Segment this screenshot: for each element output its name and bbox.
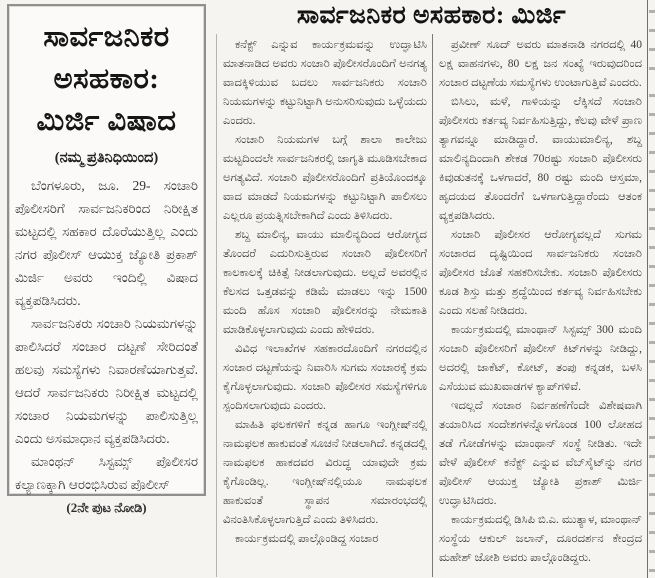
left-article-box (7, 4, 206, 515)
right-article (216, 0, 648, 578)
column2-paragraph: ಬಿಸಿಲು, ಮಳೆ, ಗಾಳಿಯನ್ನು ಲೆಕ್ಕಿಸದೆ ಸಂಚಾರಿ ಪೊಲೀಸರು ಕರ್ತವ್ಯ ನಿರ್ವಹಿಸುತ್ತಿದ್ದು, ಕೆಲವು ವೇಳೆ ಪ್ರಾಣ ತ್ಯಾಗವನ್ನೂ ಮಾಡಿದ್ದಾರೆ. ವಾಯುಮಾಲಿನ್ಯ, ಶಬ್ದ ಮಾಲಿನ್ಯದಿಂದಾಗಿ ಶೇಕಡ 70ರಷ್ಟು ಸಂಚಾರಿ ಪೊಲೀಸರು ಕಿವುಡುತನಕ್ಕೆ ಒಳಗಾದರೆ, 80 ರಷ್ಟು ಮಂದಿ ಆಸ್ತಮಾ, ಹೃದಯದ ತೊಂದರೆಗೆ ಒಳಗಾಗುತ್ತಿದ್ದಾರೆಂದು ಆತಂಕ ವ್ಯಕ್ತಪಡಿಸಿದರು. (439, 96, 642, 222)
continuation-note: (2ನೇ ಪುಟ ನೋಡಿ) (66, 500, 147, 515)
headline-line-2: ಅಸಹಕಾರ: (53, 63, 160, 95)
article-columns (216, 34, 647, 577)
column1-paragraph: ಕಾರ್ಯಕ್ರಮದಲ್ಲಿ ಪಾಲ್ಗೊಂಡಿದ್ದ ಸಂಚಾರ (235, 533, 379, 545)
right-article-headline: ಸಾರ್ವಜನಿಕರ ಅಸಹಕಾರ: ಮಿರ್ಜಿ (296, 2, 567, 29)
column2-paragraph: ಕಾರ್ಯಕ್ರಮದಲ್ಲಿ ಮಾಂಥಾನ್ ಸಿಸ್ಟಮ್ಸ್ 300 ಮಂದಿ ಸಂಚಾರಿ ಪೊಲೀಸರಿಗೆ ಪೊಲೀಸ್ ಕಿಟ್‌ಗಳನ್ನು ನೀಡಿದ್ದು, ಅದರಲ್ಲಿ ಜಾಕೆಟ್, ಕೋಟ್, ತಂಪು ಕನ್ನಡಕ, ಬಳಸಿ ಎಸೆಯುವ ಮುಖವಾಡಗಳ ಕ್ಯಾಪ್‌ಗಳಿವೆ. (439, 324, 642, 393)
column1-paragraph: ಸಂಚಾರಿ ನಿಯಮಗಳ ಬಗ್ಗೆ ಶಾಲಾ ಕಾಲೇಜು ಮಟ್ಟದಿಂದಲೇ ಸಾರ್ವಜನಿಕರಲ್ಲಿ ಜಾಗೃತಿ ಮೂಡಿಸಬೇಕಾದ ಅಗತ್ಯವಿದೆ. ಸಂಚಾರಿ ಪೊಲೀಸರೊಂದಿಗೆ ಪ್ರತಿಯೊಂದಕ್ಕೂ ವಾದ ಮಾಡದೆ ನಿಯಮಗಳನ್ನು ಕಟ್ಟುನಿಟ್ಟಾಗಿ ಪಾಲಿಸಲು ಎಲ್ಲರೂ ಪ್ರಯತ್ನಿಸಬೇಕಾಗಿದೆ ಎಂದು ತಿಳಿಸಿದರು. (223, 134, 427, 222)
column1-paragraph: ಕನೆಕ್ಟ್ ಎನ್ನುವ ಕಾರ್ಯಕ್ರಮವನ್ನು ಉದ್ಘಾಟಿಸಿ ಮಾತನಾಡಿದ ಅವರು ಸಂಚಾರಿ ಪೊಲೀಸರೊಂದಿಗೆ ಅನಗತ್ಯ ವಾದಕ್ಕಿಳಿಯುವ ಬದಲು ಸಾರ್ವಜನಿಕರು ಸಂಚಾರಿ ನಿಯಮಗಳನ್ನು ಕಟ್ಟುನಿಟ್ಟಾಗಿ ಅನುಸರಿಸುವುದು ಒಳ್ಳೆಯದು ಎಂದರು. (223, 39, 427, 127)
article-column-2 (432, 34, 647, 577)
article-column-1 (217, 34, 432, 577)
column2-paragraph: ಇದಲ್ಲದೆ ಸಂಚಾರ ನಿರ್ವಹಣೆಗೆಂದೇ ವಿಶೇಷವಾಗಿ ತಯಾರಿಸಿದ ಸಂದೇಶಗಳನ್ನೊಳಗೊಂಡ 100 ಲೋಹದ ತಡೆ ಗೋಡೆಗಳನ್ನು ಮಾಂಥಾನ್ ಸಂಸ್ಥೆ ನೀಡಿತು. ಇದೇ ವೇಳೆ ಪೊಲೀಸ್ ಕನೆಕ್ಟ್ ಎನ್ನುವ ವೆಬ್‌ಸೈಟ್‌ನ್ನು ನಗರ ಪೊಲೀಸ್ ಆಯುಕ್ತ ಜ್ಯೋತಿ ಪ್ರಕಾಶ್ ಮಿರ್ಜಿ ಉದ್ಘಾಟಿಸಿದರು. (439, 400, 642, 507)
left-paragraph: ಮಾಂಥನ್ ಸಿಸ್ಟಮ್ಸ್ ಪೊಲೀಸರ ಕಲ್ಯಾಣಕ್ಕಾಗಿ ಆರಂಭಿಸಿರುವ ಪೊಲೀಸ್ (15, 454, 198, 492)
column1-paragraph: ವಿವಿಧ ಇಲಾಖೆಗಳ ಸಹಕಾರದೊಂದಿಗೆ ನಗರದಲ್ಲಿನ ಸಂಚಾರ ದಟ್ಟಣೆಯನ್ನು ನಿವಾರಿಸಿ ಸುಗಮ ಸಂಚಾರಕ್ಕೆ ಕ್ರಮ ಕೈಗೊಳ್ಳಲಾಗುವುದು. ಸಂಚಾರಿ ಪೊಲೀಸರ ಸಮಸ್ಯೆಗಳಿಗೂ ಸ್ಪಂದಿಸಲಾಗುವುದು ಎಂದರು. (223, 343, 427, 412)
column2-paragraph: ಪ್ರವೀಣ್ ಸೂದ್ ಅವರು ಮಾತನಾಡಿ ನಗರದಲ್ಲಿ 40 ಲಕ್ಷ ವಾಹನಗಳು, 80 ಲಕ್ಷ ಜನ ಸಂಖ್ಯೆ ಇರುವುದರಿಂದ ಸಂಚಾರ ದಟ್ಟಣೆಯ ಸಮಸ್ಯೆಗಳು ಉಂಟಾಗುತ್ತಿವೆ ಎಂದರು. (439, 39, 642, 89)
headline-line-3: ಮಿರ್ಜಿ ವಿಷಾದ (36, 105, 177, 137)
adjacent-column-fragment (649, 0, 655, 578)
column1-paragraph: ಮಾಹಿತಿ ಫಲಕಗಳಿಗೆ ಕನ್ನಡ ಹಾಗೂ ಇಂಗ್ಲೀಷ್‌ನಲ್ಲಿ ನಾಮಫಲಕ ಹಾಕುವಂತೆ ಸೂಚನೆ ನೀಡಲಾಗಿದೆ. ಕನ್ನಡದಲ್ಲಿ ನಾಮಫಲಕ ಹಾಕದವರ ವಿರುದ್ಧ ಯಾವುದೇ ಕ್ರಮ ಕೈಗೊಂಡಿಲ್ಲ. ಇಂಗ್ಲೀಷ್‌ನಲ್ಲಿಯೂ ನಾಮಫಲಕ ಹಾಕುವಂತೆ ಸ್ಥಾಪನ ಸಮಾರಂಭದಲ್ಲಿ ವಿನಂತಿಸಿಕೊಳ್ಳಲಾಗುತ್ತಿದೆ ಎಂದು ತಿಳಿಸಿದರು. (223, 419, 427, 526)
left-paragraph: ಸಾರ್ವಜನಿಕರು ಸಂಚಾರಿ ನಿಯಮಗಳನ್ನು ಪಾಲಿಸಿದರೆ ಸಂಚಾರ ದಟ್ಟಣೆ ಸೇರಿದಂತೆ ಹಲವು ಸಮಸ್ಯೆಗಳು ನಿವಾರಣೆಯಾಗುತ್ತವೆ. ಆದರೆ ಸಾರ್ವಜನಿಕರು ನಿರೀಕ್ಷಿತ ಮಟ್ಟದಲ್ಲಿ ಸಂಚಾರ ನಿಯಮಗಳನ್ನು ಪಾಲಿಸುತ್ತಿಲ್ಲ ಎಂದು ಅಸಮಾಧಾನ ವ್ಯಕ್ತಪಡಿಸಿದರು. (15, 316, 198, 446)
column2-paragraph: ಸಂಚಾರಿ ಪೊಲೀಸರ ಆರೋಗ್ಯವಲ್ಲದೆ ಸುಗಮ ಸಂಚಾರದ ದೃಷ್ಟಿಯಿಂದ ಸಾರ್ವಜನಿಕರು ಸಂಚಾರಿ ಪೊಲೀಸರ ಜೊತೆ ಸಹಕರಿಸಬೇಕು. ಸಂಚಾರಿ ಪೊಲೀಸರು ಕೂಡ ಶಿಸ್ತು ಮತ್ತು ಶ್ರದ್ಧೆಯಿಂದ ಕರ್ತವ್ಯ ನಿರ್ವಹಿಸಬೇಕು ಎಂದು ಸಲಹೆ ನೀಡಿದರು. (439, 229, 642, 317)
headline-line-1: ಸಾರ್ವಜನಿಕರ (43, 21, 170, 53)
byline: (ನಮ್ಮ ಪ್ರತಿನಿಧಿಯಿಂದ) (54, 150, 159, 166)
column2-paragraph: ಕಾರ್ಯಕ್ರಮದಲ್ಲಿ ಡಿಸಿಪಿ ಬಿ.ಎ. ಮುತ್ಯಾಳ, ಮಾಂಥಾನ್ ಸಂಸ್ಥೆಯ ಆಕುಲ್ ಜಲಾನ್, ದೂರದರ್ಶನ ಕೇಂದ್ರದ ಮಹೇಶ್ ಜೋಶಿ ಅವರು ಪಾಲ್ಗೊಂಡಿದ್ದರು. (439, 514, 642, 564)
left-article-body (15, 174, 198, 496)
column1-paragraph: ಶಬ್ದ ಮಾಲಿನ್ಯ, ವಾಯು ಮಾಲಿನ್ಯದಿಂದ ಆರೋಗ್ಯದ ತೊಂದರೆ ಎದುರಿಸುತ್ತಿರುವ ಸಂಚಾರಿ ಪೊಲೀಸರಿಗೆ ಕಾಲಕಾಲಕ್ಕೆ ಚಿಕಿತ್ಸೆ ನೀಡಲಾಗುವುದು. ಅಲ್ಲದೆ ಅವರಲ್ಲಿನ ಕೆಲಸದ ಒತ್ತಡವನ್ನು ಕಡಿಮೆ ಮಾಡಲು ಇನ್ನು 1500 ಮಂದಿ ಹೊಸ ಸಂಚಾರಿ ಪೊಲೀಸರನ್ನು ನೇಮಕಾತಿ ಮಾಡಿಕೊಳ್ಳಲಾಗುವುದು ಎಂದು ಹೇಳಿದರು. (223, 229, 427, 336)
left-paragraph: ಬೆಂಗಳೂರು, ಜೂ. 29- ಸಂಚಾರಿ ಪೊಲೀಸರಿಗೆ ಸಾರ್ವಜನಿಕರಿಂದ ನಿರೀಕ್ಷಿತ ಮಟ್ಟದಲ್ಲಿ ಸಹಕಾರ ದೊರೆಯುತ್ತಿಲ್ಲ ಎಂದು ನಗರ ಪೊಲೀಸ್ ಆಯುಕ್ತ ಜ್ಯೋತಿ ಪ್ರಕಾಶ್ ಮಿರ್ಜಿ ಅವರು ಇಂದಿಲ್ಲಿ ವಿಷಾದ ವ್ಯಕ್ತಪಡಿಸಿದರು. (15, 178, 198, 308)
left-article-headline (15, 16, 198, 142)
